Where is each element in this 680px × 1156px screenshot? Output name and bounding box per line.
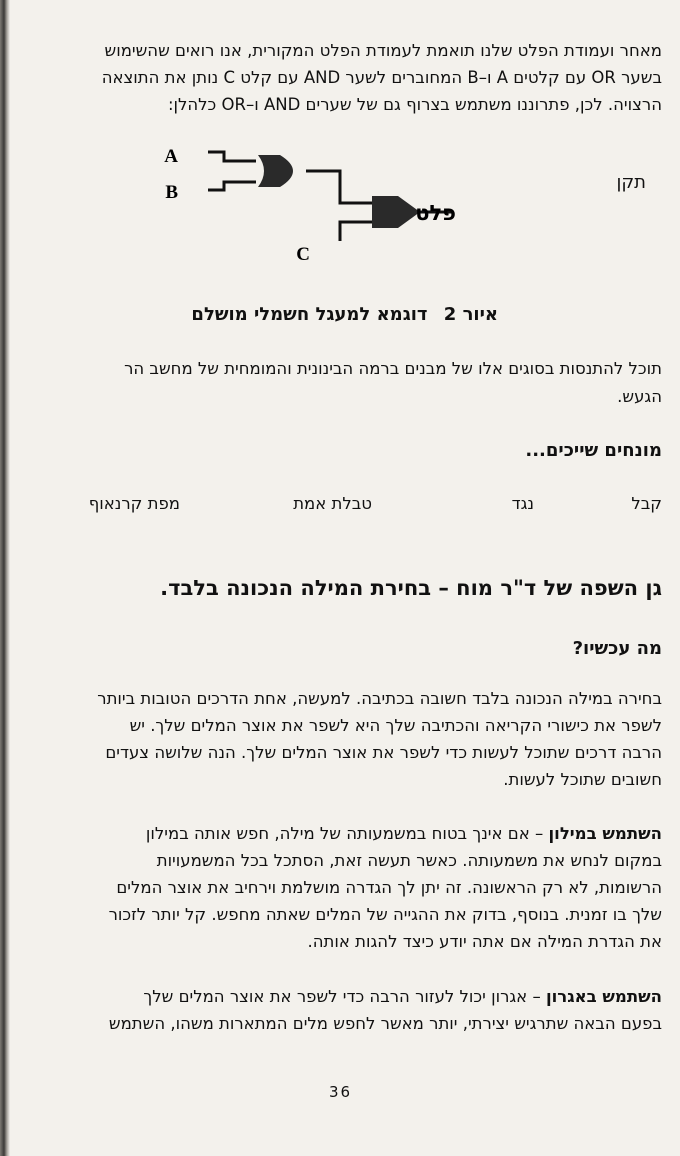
dictionary-line: את הגדרת המילה אם אתה יודע כיצד להגות אותה.	[307, 932, 662, 951]
logic-circuit-diagram	[160, 138, 520, 268]
related-term: מפת קרנאוף	[88, 494, 180, 513]
or-gate-icon	[258, 155, 293, 187]
thesaurus-lead: השתמש באגרון	[545, 987, 662, 1006]
book-binding-edge	[0, 0, 10, 1156]
circuit-wires	[208, 152, 452, 241]
related-term: טבלת אמת	[293, 494, 372, 513]
thesaurus-text: – אגרון יכול לעזור הרבה כדי לשפר את אוצר המלים שלך	[143, 987, 546, 1006]
section-title: גן השפה של ד"ר מוח – בחירת המילה הנכונה בלבד.	[160, 576, 662, 600]
paragraph-line: בחירה במילה הנכונה בלבד חשובה בכתיבה. למעשה, אחת הדרכים הטובות ביותר	[97, 689, 662, 708]
paragraph-line: הרבה דרכים שתוכל לעשות כדי לשפר את אוצר המלים שלך. הנה שלושה צעדים	[105, 743, 662, 762]
dictionary-lead: השתמש במילון	[548, 824, 662, 843]
paragraph-line: לשפר את כישורי הקריאה והכתיבה שלך היא לשפר את אוצר המלים שלך. יש	[129, 716, 662, 735]
intro-line: מאחר ועמודת הפלט שלנו תואמת לעמודת הפלט המקורית, אנו רואים שהשימוש	[104, 41, 662, 60]
output-label: פלט	[415, 201, 456, 225]
intro-line: בשער OR עם קלטים A ו–B המחוברים לשער AND עם קלט C נותן את התוצאה	[101, 68, 662, 87]
dictionary-line: שלך בו זמנית. בנוסף, בדוק את ההגייה של המלים שאתה מחפש. קל יותר לזכור	[108, 905, 662, 924]
paragraph-line: חשובים שתוכל לעשות.	[503, 770, 662, 789]
intro-line: הרצויה. לכן, פתרוננו משתמש בצרוף גם של שערים AND ו–OR כלהלן:	[167, 95, 662, 114]
figure-number: איור 2	[443, 304, 498, 325]
dictionary-line: במקום לנחש את משמעותה. כאשר תעשה זאת, הסתכל בכל המשמעויות	[156, 851, 662, 870]
dictionary-text: – אם אינך בטוח במשמעותה של מילה, חפש אותה במילון	[145, 824, 549, 843]
figure-title: דוגמא למעגל חשמלי מושלם	[191, 304, 428, 325]
related-terms-heading: מונחים שייכים...	[525, 440, 662, 461]
paragraph-line: הגעש.	[617, 387, 662, 406]
page-number: 36	[329, 1083, 353, 1101]
and-gate-icon	[372, 196, 420, 228]
thesaurus-line	[143, 986, 662, 1008]
input-b-label: B	[165, 182, 178, 203]
related-term: נגד	[511, 494, 534, 513]
subsection-title: מה עכשיו?	[572, 638, 662, 659]
paragraph-line: תוכל להתנסות בסוגים אלו של מבנים ברמה הבינונית והמומחית של מחשב הר	[124, 359, 662, 378]
thesaurus-line: בפעם הבאה שתרגיש יצירתי, יותר מאשר לחפש מלים המתארות משהו, השתמש	[108, 1014, 662, 1033]
input-c-label: C	[296, 244, 310, 265]
input-a-label: A	[164, 146, 178, 167]
dictionary-line: הרשומות, לא רק הראשונה. זה יתן לך הגדרה מושלמת וירחיב את אוצר המלים	[116, 878, 662, 897]
fix-label: תקן	[616, 172, 646, 193]
related-term: קבל	[631, 494, 662, 513]
figure-caption	[191, 304, 498, 325]
dictionary-line	[146, 823, 662, 845]
book-page	[14, 0, 676, 1156]
